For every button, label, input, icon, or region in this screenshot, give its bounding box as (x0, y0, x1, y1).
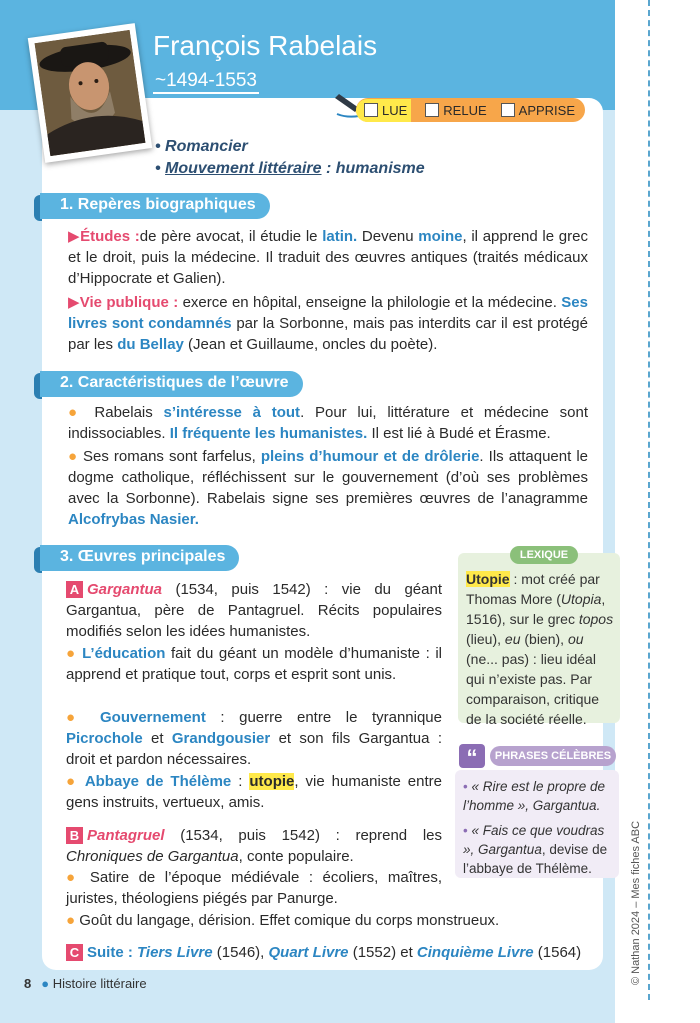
bullet-dot-icon: ● (66, 645, 83, 662)
text-run: Tiers Livre (137, 944, 213, 961)
work-A-bullet-1-text (66, 645, 442, 683)
text-run: (1564) (533, 944, 582, 961)
charac-text-2 (68, 448, 588, 528)
text-run: , 1516), sur le grec (466, 591, 606, 627)
text-run: Satire de l’époque médiévale : écoliers, maîtres, juristes, théologiens piégés par Panurge. (66, 869, 442, 907)
section-title-characteristics: 2. Caractéristiques de l’œuvre (40, 371, 303, 397)
work-C-head (66, 942, 596, 963)
text-run: Alcofrybas Nasier. (68, 511, 199, 528)
intro-genre: Romancier (165, 138, 248, 155)
quote-2-text (463, 823, 607, 876)
work-B-bullet-1 (66, 867, 442, 909)
intro-item: • Mouvement littéraire : humanisme (155, 160, 425, 177)
portrait-image (28, 23, 152, 163)
section-title-biography: 1. Repères biographiques (40, 193, 270, 219)
text-run: exerce en hôpital, enseigne la philologie et la médecine. (178, 294, 562, 311)
letter-badge-B: B (66, 827, 83, 844)
text-run: Devenu (357, 228, 419, 245)
quote-item-2 (463, 821, 617, 878)
text-run: par la Sorbonne, mais pas interdits car il est protégé par les (68, 315, 588, 353)
text-run: moine (418, 228, 463, 245)
text-run: Suite : (87, 944, 133, 961)
work-B-head (66, 825, 442, 867)
status-read-label: LUE (382, 102, 408, 118)
text-run: (Jean et Guillaume, oncles du poète). (183, 336, 438, 353)
text-run: Grandgousier (171, 730, 271, 747)
bio-text-1 (68, 228, 588, 287)
work-B-bullet-2-text (79, 912, 499, 929)
text-run: Rabelais (94, 404, 164, 421)
text-run: latin. (322, 228, 358, 245)
text-run: Il fréquente les humanistes. (169, 425, 368, 442)
text-run: « Rire est le propre de l’homme », Gargantua. (463, 779, 606, 813)
text-run: et (142, 730, 172, 747)
text-run: du Bellay (117, 336, 184, 353)
quote-bullet: • (463, 779, 472, 794)
bullet-dot-icon: ● (68, 448, 84, 465)
text-run: (lieu), (466, 631, 505, 647)
letter-badge-C: C (66, 944, 83, 961)
portrait-illustration (35, 30, 146, 156)
text-run: , vie humaniste entre gens instruits, vertueux, amis. (66, 773, 442, 811)
status-learned[interactable] (501, 103, 575, 118)
quote-1-text (463, 779, 605, 813)
text-run: topos (578, 611, 614, 627)
text-run: et son fils Gargantua : droit et pardon nécessaires. (66, 730, 442, 768)
text-run: , devise de l’abbaye de Thélème. (463, 842, 608, 876)
work-C-text (87, 944, 581, 961)
text-run: « Fais ce que voudras », (463, 823, 605, 857)
bullet-dot-icon: ● (66, 709, 100, 726)
text-run: Vie publique : (79, 294, 179, 311)
bullet-dot-icon: ● (66, 869, 90, 886)
text-run: fait du géant un modèle d’humaniste : il apprend et pratique tout, corps et esprit sont unis. (66, 645, 442, 683)
work-A-bullet-2 (66, 707, 442, 770)
charac-text-1 (68, 404, 588, 442)
footer-dot-icon: ● (41, 976, 53, 991)
text-run: pleins d’humour et de drôlerie (260, 448, 480, 465)
work-A-bullet-3-text (66, 773, 442, 811)
work-A-bullet-3 (66, 771, 442, 813)
section-title-works: 3. Œuvres principales (40, 545, 239, 571)
bio-paragraph-1 (68, 226, 588, 289)
intro-list (155, 136, 425, 180)
work-B-bullet-1-text (66, 869, 442, 907)
text-run: Ses livres sont condamnés (68, 294, 588, 332)
quote-bullet: • (463, 823, 472, 838)
text-run: Ses romans sont farfelus, (83, 448, 261, 465)
credit-line: © Nathan 2024 – Mes fiches ABC (630, 820, 642, 985)
intro-sep: : (321, 160, 336, 177)
work-A-head (66, 579, 442, 642)
progress-checklist (356, 98, 585, 122)
text-run: Gargantua (87, 581, 163, 598)
intro-movement-value: humanisme (335, 160, 425, 177)
letter-badge-A: A (66, 581, 83, 598)
text-run: : mot créé par Thomas More ( (466, 571, 600, 607)
charac-paragraph-1 (68, 402, 588, 444)
bio-paragraph-2 (68, 292, 588, 355)
text-run: , il apprend le grec et le droit, puis la médecine. Il traduit des œuvres antiques (traités médicaux d’Hippocrate et Galien). (68, 228, 588, 287)
right-margin (615, 0, 700, 1023)
text-run: (1534, puis 1542) : vie du géant Gargantua, père de Pantagruel. Récits populaires modifiés selon les idées humanistes. (66, 581, 442, 640)
work-A-text (66, 581, 442, 640)
triangle-icon: ▶ (68, 228, 81, 245)
charac-paragraph-2 (68, 446, 588, 530)
text-run: Études : (80, 228, 140, 245)
text-run: (ne... pas) : lieu idéal qui n’existe pas. Par comparaison, critique de la société réelle. (466, 651, 600, 727)
text-run: . Ils attaquent le dogme catholique, réfléchissent sur le gouvernement (d’où ses problèmes avec la Sorbonne). Rabelais signe ses premières œuvres de l’anagramme (68, 448, 588, 507)
text-run: , conte populaire. (238, 848, 354, 865)
page-number: 8 (24, 976, 32, 991)
text-run: s’intéresse à tout (163, 404, 301, 421)
text-run: L’éducation (82, 645, 166, 662)
bullet-dot-icon: ● (66, 912, 80, 929)
lexique-tag: LEXIQUE (510, 546, 578, 564)
phrases-tag: PHRASES CÉLÈBRES (490, 746, 616, 766)
work-A-bullet-1 (66, 643, 442, 685)
triangle-icon: ▶ (68, 294, 80, 311)
checkbox-read[interactable] (364, 103, 378, 117)
text-run: Chroniques de Gargantua (66, 848, 239, 865)
text-run: . Pour lui, littérature et médecine sont indissociables. (68, 404, 588, 442)
text-run: Utopie (466, 571, 510, 587)
checkbox-reread[interactable] (425, 103, 439, 117)
page-footer (24, 976, 147, 991)
lexique-text (466, 569, 616, 729)
text-run: Abbaye de Thélème (84, 773, 232, 790)
intro-item: • Romancier (155, 138, 248, 155)
text-run: (1546), (212, 944, 269, 961)
quote-item-1 (463, 777, 617, 815)
text-run: Gouvernement (99, 709, 206, 726)
text-run: Gargantua (478, 842, 542, 857)
text-run: Pantagruel (87, 827, 165, 844)
bullet-dot-icon: ● (68, 404, 95, 421)
text-run: de père avocat, il étudie le (139, 228, 323, 245)
text-run: (1534, puis 1542) : reprend les (164, 827, 442, 844)
text-run: Picrochole (66, 730, 143, 747)
text-run: (1552) et (348, 944, 417, 961)
author-dates: ~1494-1553 (153, 70, 259, 94)
text-run: ou (567, 631, 584, 647)
bullet-dot-icon: ● (66, 773, 85, 790)
text-run: utopie (249, 773, 295, 790)
cut-line (648, 0, 650, 1000)
work-A-bullet-2-text (66, 709, 442, 768)
text-run: : (231, 773, 250, 790)
text-run: : guerre entre le tyrannique (205, 709, 442, 726)
footer-section: Histoire littéraire (52, 976, 147, 991)
bio-text-2 (68, 294, 588, 353)
text-run: Il est lié à Budé et Érasme. (367, 425, 551, 442)
text-run: eu (504, 631, 521, 647)
text-run: Goût du langage, dérision. Effet comique du corps monstrueux. (79, 912, 500, 929)
text-run: Cinquième Livre (416, 944, 534, 961)
status-read[interactable] (356, 99, 411, 122)
quote-icon: “ (459, 744, 485, 768)
text-run: (bien), (520, 631, 568, 647)
author-name: François Rabelais (153, 30, 378, 61)
phrases-list (463, 777, 617, 884)
checkbox-learned[interactable] (501, 103, 515, 117)
status-learned-label: APPRISE (518, 102, 576, 118)
text-run: Utopia (560, 591, 602, 607)
status-reread[interactable] (425, 103, 486, 118)
work-B-text (66, 827, 442, 865)
status-reread-label: RELUE (443, 102, 487, 118)
work-B-bullet-2 (66, 910, 566, 931)
intro-movement-label: Mouvement littéraire (165, 160, 322, 177)
text-run: Quart Livre (268, 944, 349, 961)
